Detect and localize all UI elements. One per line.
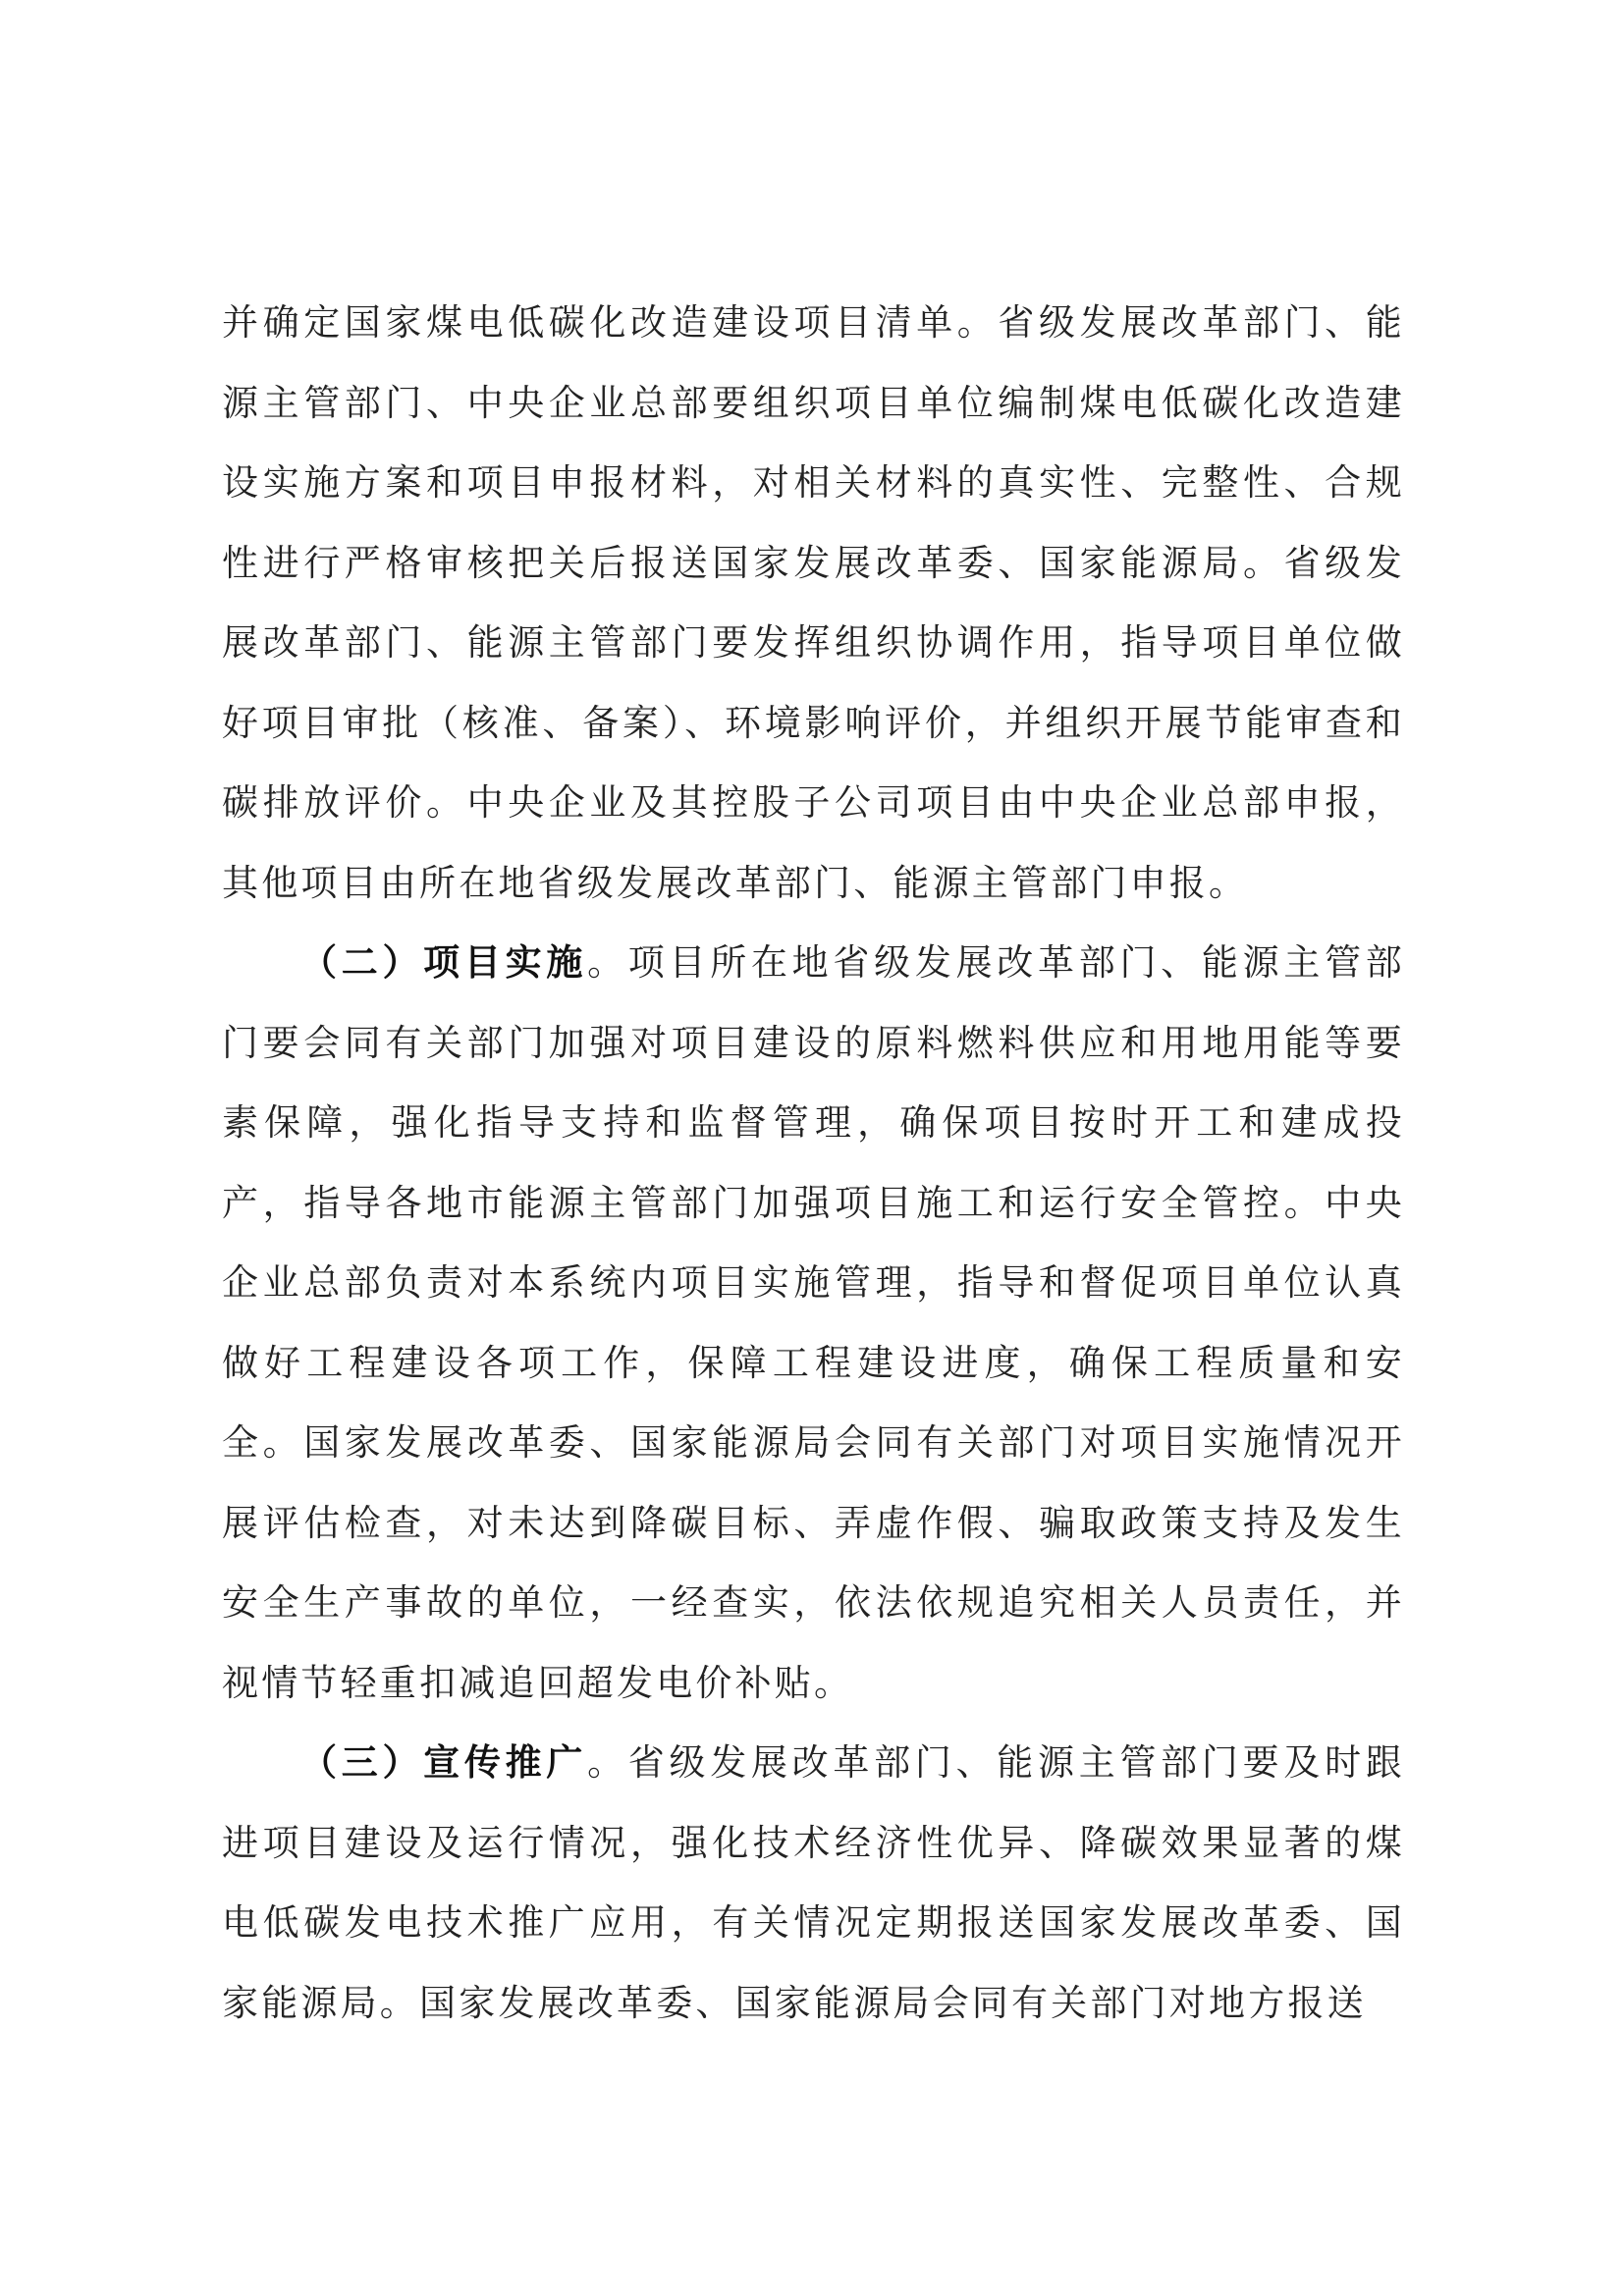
document-body	[222, 283, 1405, 2043]
paragraph-project-list	[222, 283, 1405, 923]
section-heading-implementation: （二）项目实施	[300, 940, 588, 984]
paragraph-text: 。项目所在地省级发展改革部门、能源主管部门要会同有关部门加强对项目建设的原料燃料供应和用地用能等要素保障，强化指导支持和监督管理，确保项目按时开工和建成投产，指导各地市能源主管部门加强项目施工和运行安全管控。中央企业总部负责对本系统内项目实施管理，指导和督促项目单位认真做好工程建设各项工作，保障工程建设进度，确保工程质量和安全。国家发展改革委、国家能源局会同有关部门对项目实施情况开展评估检查，对未达到降碳目标、弄虚作假、骗取政策支持及发生安全生产事故的单位，一经查实，依法依规追究相关人员责任，并视情节轻重扣减追回超发电价补贴。	[222, 941, 1405, 1704]
paragraph-text: 并确定国家煤电低碳化改造建设项目清单。省级发展改革部门、能源主管部门、中央企业总部要组织项目单位编制煤电低碳化改造建设实施方案和项目申报材料，对相关材料的真实性、完整性、合规性进行严格审核把关后报送国家发展改革委、国家能源局。省级发展改革部门、能源主管部门要发挥组织协调作用，指导项目单位做好项目审批（核准、备案）、环境影响评价，并组织开展节能审查和碳排放评价。中央企业及其控股子公司项目由中央企业总部申报，其他项目由所在地省级发展改革部门、能源主管部门申报。	[222, 301, 1405, 904]
paragraph-publicity-promotion	[222, 1723, 1405, 2043]
section-heading-promotion: （三）宣传推广	[300, 1740, 588, 1784]
paragraph-text: 。省级发展改革部门、能源主管部门要及时跟进项目建设及运行情况，强化技术经济性优异、降碳效果显著的煤电低碳发电技术推广应用，有关情况定期报送国家发展改革委、国家能源局。国家发展改革委、国家能源局会同有关部门对地方报送	[222, 1741, 1405, 2024]
paragraph-project-implementation	[222, 923, 1405, 1723]
